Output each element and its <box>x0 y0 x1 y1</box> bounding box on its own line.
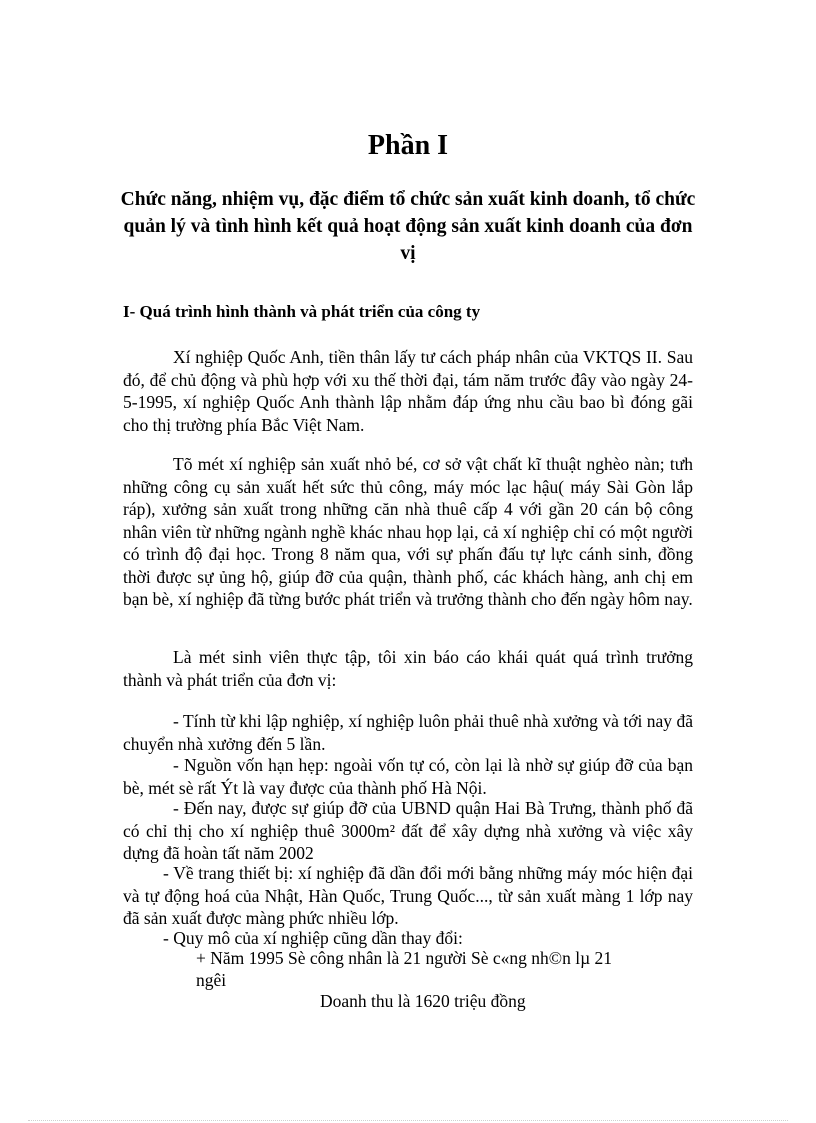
page-subtitle: Chức năng, nhiệm vụ, đặc điểm tổ chức sản xuất kinh doanh, tổ chức quản lý và tình hình kết quả hoạt động sản xuất kinh doanh của đơn vị <box>120 189 696 264</box>
page-bottom-rule <box>28 1120 788 1121</box>
paragraph-1: Xí nghiệp Quốc Anh, tiền thân lấy tư cách pháp nhân của VKTQS II. Sau đó, để chủ động và phù hợp với xu thế thời đại, tám năm trước đây vào ngày 24-5-1995, xí nghiệp Quốc Anh thành lập nhằm đáp ứng nhu cầu bao bì đóng gãi cho thị trường phía Bắc Việt Nam. <box>123 347 693 435</box>
list-item-5: - Quy mô của xí nghiệp cũng dần thay đổi: <box>163 928 463 948</box>
list-item-2: - Nguồn vốn hạn hẹp: ngoài vốn tự có, còn lại là nhờ sự giúp đỡ của bạn bè, mét sè rất Ýt là vay được của thành phố Hà Nội. <box>123 755 693 798</box>
paragraph-2: Tõ mét xí nghiệp sản xuất nhỏ bé, cơ sở vật chất kĩ thuật nghèo nàn; tưh những công cụ sản xuất hết sức thủ công, máy móc lạc hậu( máy Sài Gòn lắp ráp), xưởng sản xuất trong những căn nhà thuê cấp 4 với gần 20 cán bộ công nhân viên từ những ngành nghề khác nhau họp lại, cả xí nghiệp chỉ có một người có trình độ đại học. Trong 8 năm qua, với sự phấn đấu tự lực cánh sinh, đồng thời được sự ủng hộ, giúp đỡ của quận, thành phố, các khách hàng, anh chị em bạn bè, xí nghiệp đã từng bước phát triển và trưởng thành cho đến ngày hôm nay. <box>123 454 693 609</box>
paragraph-3: Là mét sinh viên thực tập, tôi xin báo cáo khái quát quá trình trưởng thành và phát triển của đơn vị: <box>123 647 693 690</box>
scale-line-1: + Năm 1995 Sè công nhân là 21 người Sè c«ng nh©n lµ 21 <box>196 948 613 968</box>
section-heading: I- Quá trình hình thành và phát triển của công ty <box>123 302 481 321</box>
page-title: Phần I <box>367 130 449 161</box>
list-item-1: - Tính từ khi lập nghiệp, xí nghiệp luôn phải thuê nhà xưởng và tới nay đã chuyển nhà xưởng đến 5 lần. <box>123 711 693 754</box>
list-item-3: - Đến nay, được sự giúp đỡ của UBND quận Hai Bà Trưng, thành phố đã có chỉ thị cho xí nghiệp thuê 3000m² đất để xây dựng nhà xưởng và việc xây dựng đã hoàn tất năm 2002 <box>123 798 693 863</box>
scale-line-3: Doanh thu là 1620 triệu đồng <box>320 991 526 1011</box>
scale-line-2: ngêi <box>196 970 227 990</box>
list-item-4: - Về trang thiết bị: xí nghiệp đã dần đổi mới bằng những máy móc hiện đại và tự động hoá của Nhật, Hàn Quốc, Trung Quốc..., từ sản xuất màng 1 lớp nay đã sản xuất được màng phức nhiều lớp. <box>123 863 693 928</box>
